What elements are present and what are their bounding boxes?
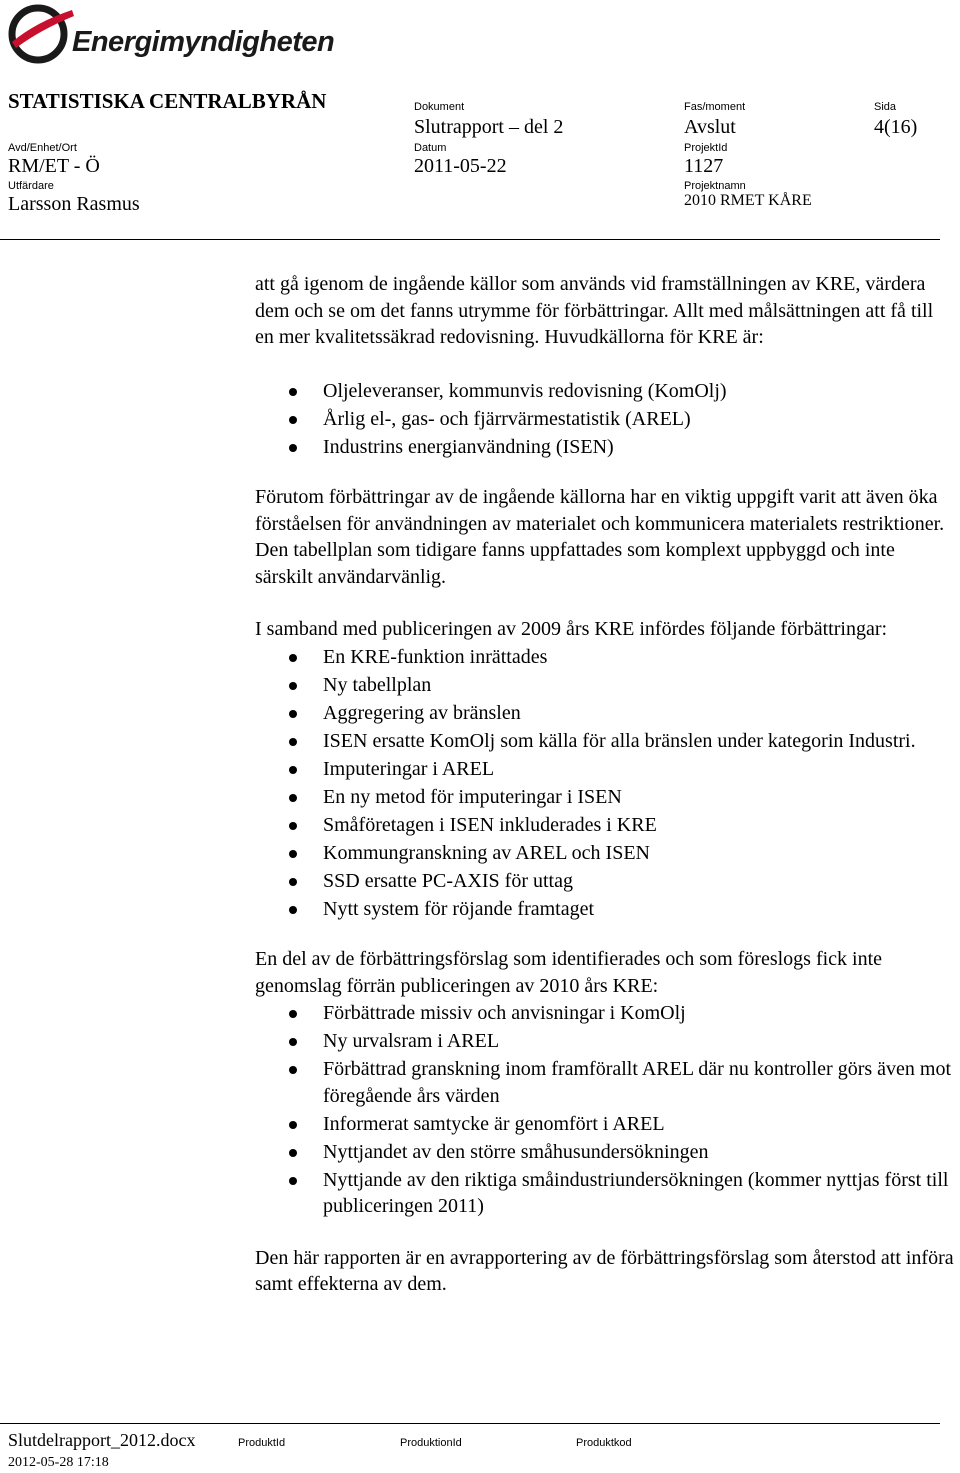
header-divider [0,239,940,240]
footer-timestamp: 2012-05-28 17:18 [8,1455,109,1470]
projektnamn-value: 2010 RMET KÅRE [684,192,812,209]
utfardare-value: Larsson Rasmus [8,193,140,215]
sida-value: 4(16) [874,116,918,138]
list-item: Förbättrade missiv och anvisningar i KomOlj [255,1000,955,1027]
improvements-2010-list [255,1000,955,1220]
logo [6,2,335,64]
paragraph-intro: att gå igenom de ingående källor som används vid framställningen av KRE, värdera dem och se om det fanns utrymme för förbättringar. Allt med målsättningen att få till en mer kvalitetssäkrad redovisning. Huvudkällorna för KRE är: [255,273,934,348]
list-item: Kommungranskning av AREL och ISEN [255,840,955,867]
list-item: Oljeleveranser, kommunvis redovisning (KomOlj) [255,378,955,405]
energimyndigheten-logo-icon [6,2,76,64]
utfardare-label: Utfärdare [8,180,54,192]
list-item: Aggregering av bränslen [255,700,955,727]
source-list [255,378,955,461]
list-item: Ny urvalsram i AREL [255,1028,955,1055]
list-item: Ny tabellplan [255,672,955,699]
datum-label: Datum [414,142,447,154]
list-item: SSD ersatte PC-AXIS för uttag [255,868,955,895]
datum-value: 2011-05-22 [414,155,507,177]
produktkod-label: Produktkod [576,1437,632,1449]
projektid-value: 1127 [684,155,724,177]
list-item: Nyttjandet av den större småhusundersökningen [255,1139,955,1166]
produktid-label: ProduktId [238,1437,286,1449]
org-name: STATISTISKA CENTRALBYRÅN [8,89,327,113]
list-item: Imputeringar i AREL [255,756,955,783]
list-item: En ny metod för imputeringar i ISEN [255,784,955,811]
footer-divider [0,1423,940,1424]
paragraph-2010: En del av de förbättringsförslag som identifierades och som föreslogs fick inte genomslag förrän publiceringen av 2010 års KRE: [255,948,883,997]
list-item: Informerat samtycke är genomfört i AREL [255,1111,955,1138]
sida-label: Sida [874,101,897,113]
logo-text: Energimyndigheten [72,26,335,58]
list-item: Nyttjande av den riktiga småindustriundersökningen (kommer nyttjas först till publiceringen 2011) [255,1167,955,1220]
fas-label: Fas/moment [684,101,746,113]
improvements-2009-list [255,644,955,923]
produktionid-label: ProduktionId [400,1437,462,1449]
paragraph-2009: I samband med publiceringen av 2009 års KRE infördes följande förbättringar: [255,618,888,640]
projektnamn-label: Projektnamn [684,180,746,192]
dokument-value: Slutrapport – del 2 [414,116,564,138]
list-item: Årlig el-, gas- och fjärrvärmestatistik (AREL) [255,406,955,433]
paragraph-improvements: Förutom förbättringar av de ingående källorna har en viktig uppgift varit att även öka förståelsen för användningen av materialet och kommunicera materialets restriktioner. Den tabellplan som tidigare fanns uppfattades som komplext uppbyggd och inte särskilt användarvänlig. [255,486,945,588]
footer-filename: Slutdelrapport_2012.docx [8,1430,196,1450]
list-item: Industrins energianvändning (ISEN) [255,434,955,461]
list-item: Förbättrad granskning inom framförallt AREL där nu kontroller görs även mot föregående års värden [255,1056,955,1109]
list-item: En KRE-funktion inrättades [255,644,955,671]
dokument-label: Dokument [414,101,465,113]
document-body [255,271,955,1298]
list-item: Nytt system för röjande framtaget [255,896,955,923]
avd-value: RM/ET - Ö [8,155,100,177]
avd-label: Avd/Enhet/Ort [8,142,77,154]
paragraph-closing: Den här rapporten är en avrapportering av de förbättringsförslag som återstod att införa samt effekterna av dem. [255,1246,954,1295]
fas-value: Avslut [684,116,736,138]
list-item: ISEN ersatte KomOlj som källa för alla bränslen under kategorin Industri. [255,728,955,755]
list-item: Småföretagen i ISEN inkluderades i KRE [255,812,955,839]
projektid-label: ProjektId [684,142,728,154]
